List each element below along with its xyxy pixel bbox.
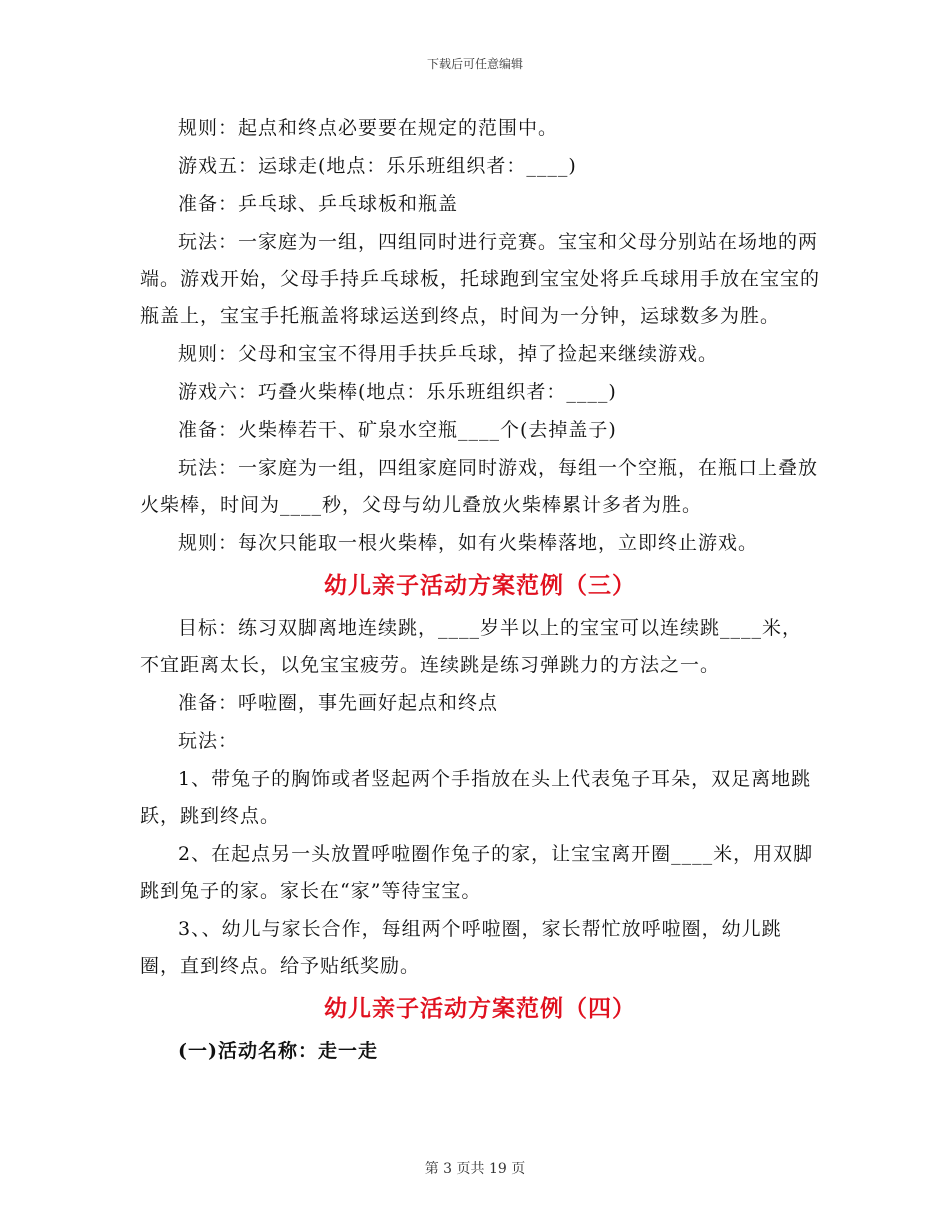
paragraph: 规则：起点和终点必要要在规定的范围中。 (178, 117, 559, 139)
paragraph: 玩法：一家庭为一组，四组同时进行竞赛。宝宝和父母分别站在场地的两端。游戏开始，父母手持乒乓球板，托球跑到宝宝处将乒乓球用手放在宝宝的瓶盖上，宝宝手托瓶盖将球运送到终点，时间为一分钟，运球数多为胜。 (140, 231, 821, 327)
paragraph: 规则：每次只能取一根火柴棒，如有火柴棒落地，立即终止游戏。 (178, 532, 759, 554)
subheading: (一)活动名称：走一走 (178, 1040, 378, 1062)
paragraph: 游戏五：运球走(地点：乐乐班组织者：____) (178, 155, 577, 177)
page-header: 下载后可任意编辑 (426, 57, 523, 71)
paragraph: 目标：练习双脚离地连续跳，____岁半以上的宝宝可以连续跳____米，不宜距离太长，以免宝宝疲劳。连续跳是练习弹跳力的方法之一。 (140, 617, 803, 676)
paragraph: 玩法： (178, 730, 239, 752)
paragraph: 玩法：一家庭为一组，四组家庭同时游戏，每组一个空瓶，在瓶口上叠放火柴棒，时间为____秒，父母与幼儿叠放火柴棒累计多者为胜。 (140, 457, 819, 516)
paragraph: 游戏六：巧叠火柴棒(地点：乐乐班组织者：____) (178, 381, 617, 403)
page-footer: 第 3 页共 19 页 (424, 1161, 526, 1177)
list-item: 1、带兔子的胸饰或者竖起两个手指放在头上代表兔子耳朵，双足离地跳跃，跳到终点。 (140, 768, 812, 827)
section-heading: 幼儿亲子活动方案范例（四） (324, 995, 636, 1022)
paragraph: 准备：乒乓球、乒乓球板和瓶盖 (178, 193, 459, 215)
list-item: 3、、幼儿与家长合作，每组两个呼啦圈，家长帮忙放呼啦圈，幼儿跳圈，直到终点。给予贴纸奖励。 (140, 918, 782, 977)
paragraph: 准备：火柴棒若干、矿泉水空瓶____个(去掉盖子) (178, 419, 617, 441)
document-body (140, 110, 820, 1070)
paragraph: 准备：呼啦圈，事先画好起点和终点 (178, 692, 499, 714)
list-item: 2、在起点另一头放置呼啦圈作兔子的家，让宝宝离开圈____米，用双脚跳到兔子的家。家长在“家”等待宝宝。 (140, 843, 814, 902)
paragraph: 规则：父母和宝宝不得用手扶乒乓球，掉了捡起来继续游戏。 (178, 343, 719, 365)
section-heading: 幼儿亲子活动方案范例（三） (324, 572, 636, 599)
